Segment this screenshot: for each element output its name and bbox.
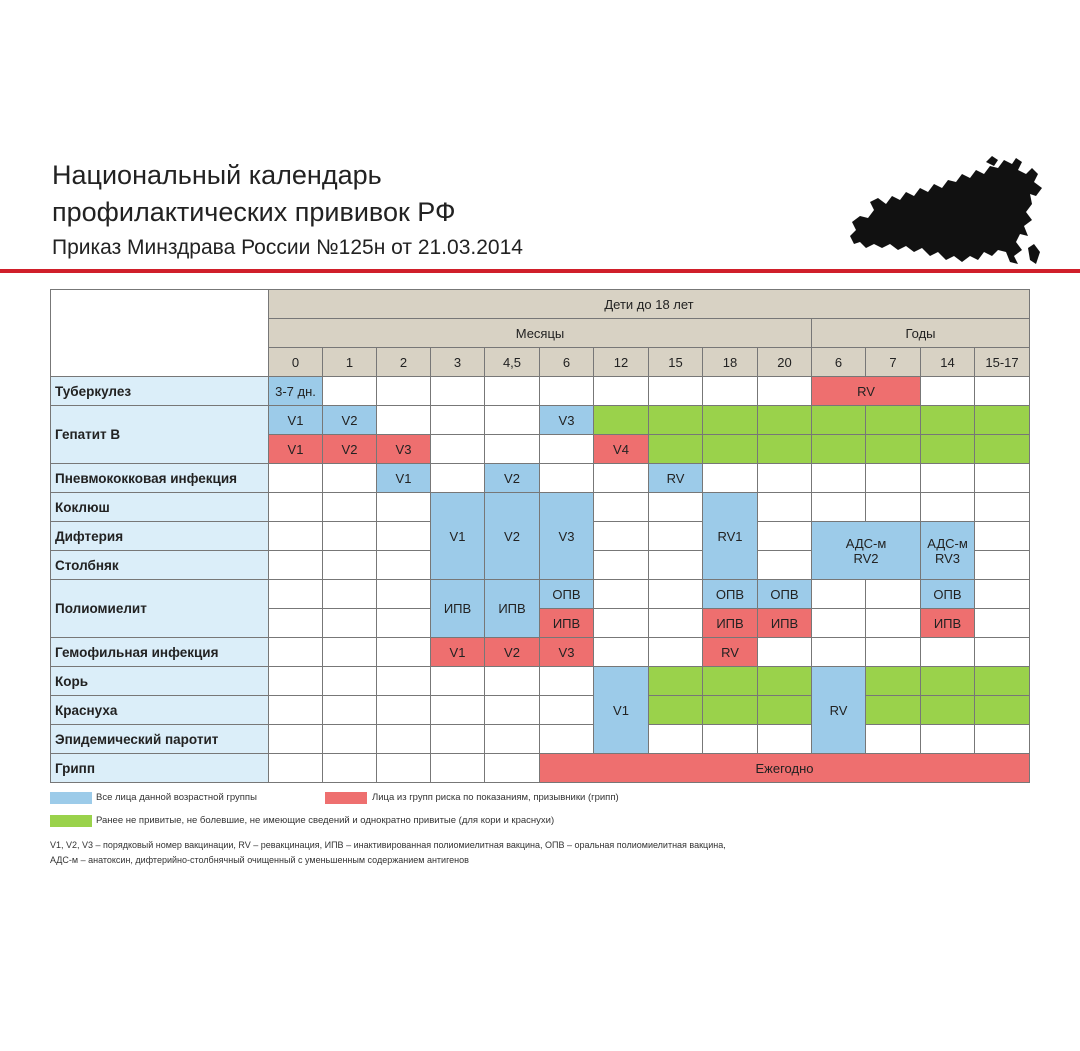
table-row [51, 725, 1030, 754]
row-label: Грипп [51, 754, 269, 783]
legend-blue-text: Все лица данной возрастной группы [96, 792, 257, 803]
cell: ИПВ [485, 580, 540, 638]
cell: ИПВ [540, 609, 594, 638]
table-row [51, 580, 1030, 609]
table-row [51, 493, 1030, 522]
cell: RV [812, 377, 921, 406]
cell: V2 [323, 406, 377, 435]
legend-red-text: Лица из групп риска по показаниям, призывники (грипп) [372, 792, 619, 803]
group-header: Дети до 18 лет [269, 290, 1030, 319]
vaccination-table [50, 289, 1030, 783]
ads-label: АДС-м [845, 535, 887, 551]
row-label: Гемофильная инфекция [51, 638, 269, 667]
legend-swatch-green [50, 815, 92, 827]
abbreviation-note-1: V1, V2, V3 – порядковый номер вакцинации, RV – ревакцинация, ИПВ – инактивированная полиомиелитная вакцина, ОПВ – оральная полиомиелитная вакцина, [50, 840, 726, 850]
table-row [51, 667, 1030, 696]
row-label: Столбняк [51, 551, 269, 580]
russia-map-icon [846, 152, 1046, 270]
ads-label: АДС-м [927, 535, 968, 551]
table-row [51, 638, 1030, 667]
cell: V4 [594, 435, 649, 464]
cell: V3 [540, 638, 594, 667]
row-label: Пневмококковая инфекция [51, 464, 269, 493]
row-label: Полиомиелит [51, 580, 269, 638]
table-row [51, 464, 1030, 493]
cell: ОПВ [703, 580, 758, 609]
row-label: Дифтерия [51, 522, 269, 551]
row-label: Эпидемический паротит [51, 725, 269, 754]
column-header: 7 [866, 348, 921, 377]
cell: V3 [540, 406, 594, 435]
cell: ОПВ [921, 580, 975, 609]
row-label: Гепатит В [51, 406, 269, 464]
table-row [51, 754, 1030, 783]
cell: V2 [485, 464, 540, 493]
cell: ИПВ [703, 609, 758, 638]
table-row [51, 377, 1030, 406]
cell: V1 [431, 493, 485, 580]
column-header: 14 [921, 348, 975, 377]
cell: V1 [269, 406, 323, 435]
column-header: 20 [758, 348, 812, 377]
column-header: 15-17 [975, 348, 1030, 377]
rv-label: RV2 [853, 550, 879, 566]
cell [921, 522, 975, 580]
cell: ИПВ [758, 609, 812, 638]
row-label: Корь [51, 667, 269, 696]
row-label: Коклюш [51, 493, 269, 522]
months-header: Месяцы [269, 319, 812, 348]
abbreviation-note-2: АДС-м – анатоксин, дифтерийно-столбнячный очищенный с уменьшенным содержанием антигенов [50, 855, 469, 865]
legend-swatch-red [325, 792, 367, 804]
cell: 3-7 дн. [269, 377, 323, 406]
page-title-line2: профилактических прививок РФ [52, 197, 456, 227]
cell: V1 [269, 435, 323, 464]
cell: V3 [540, 493, 594, 580]
cell: RV [703, 638, 758, 667]
column-header: 3 [431, 348, 485, 377]
cell: V2 [323, 435, 377, 464]
cell [812, 522, 921, 580]
cell: V2 [485, 493, 540, 580]
legend-green-text: Ранее не привитые, не болевшие, не имеющие сведений и однократно привитые (для кори и краснухи) [96, 815, 555, 826]
row-label: Туберкулез [51, 377, 269, 406]
table-row [51, 696, 1030, 725]
row-label: Краснуха [51, 696, 269, 725]
cell: V1 [594, 667, 649, 754]
column-header: 6 [540, 348, 594, 377]
cell: V1 [377, 464, 431, 493]
order-reference: Приказ Минздрава России №125н от 21.03.2014 [52, 236, 523, 259]
cell: RV [649, 464, 703, 493]
cell: ОПВ [540, 580, 594, 609]
column-header: 0 [269, 348, 323, 377]
column-header: 2 [377, 348, 431, 377]
legend-swatch-blue [50, 792, 92, 804]
column-header: 1 [323, 348, 377, 377]
cell: ОПВ [758, 580, 812, 609]
cell: V2 [485, 638, 540, 667]
cell: RV [812, 667, 866, 754]
page-title-line1: Национальный календарь [52, 160, 382, 190]
cell: ИПВ [431, 580, 485, 638]
rv-label: RV3 [934, 550, 961, 566]
column-header: 6 [812, 348, 866, 377]
table-row [51, 406, 1030, 435]
column-header: 12 [594, 348, 649, 377]
cell: V1 [431, 638, 485, 667]
column-header: 18 [703, 348, 758, 377]
years-header: Годы [812, 319, 1030, 348]
column-header: 15 [649, 348, 703, 377]
column-header: 4,5 [485, 348, 540, 377]
cell: ИПВ [921, 609, 975, 638]
cell: RV1 [703, 493, 758, 580]
cell: Ежегодно [540, 754, 1030, 783]
table-corner [51, 290, 269, 377]
cell: V3 [377, 435, 431, 464]
